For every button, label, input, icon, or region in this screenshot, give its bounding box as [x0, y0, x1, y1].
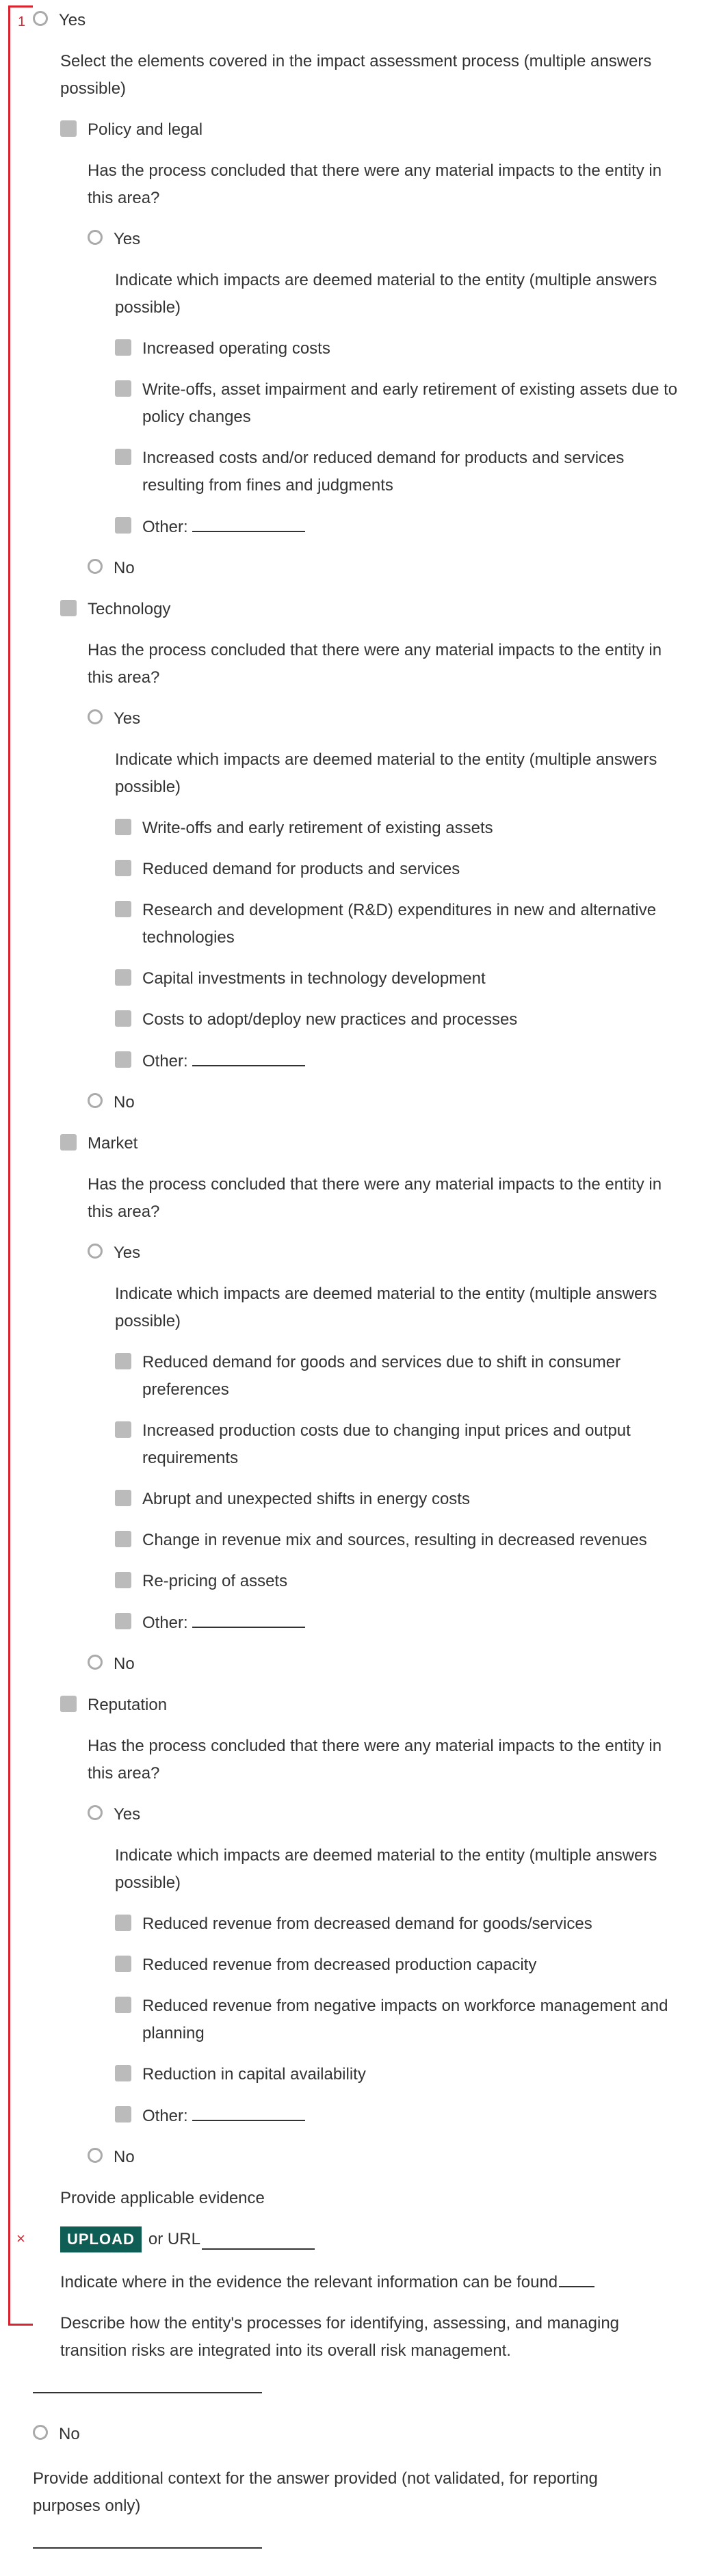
reputation-item-checkbox[interactable]	[115, 1997, 131, 2013]
reputation-item-option[interactable]	[115, 2061, 690, 2088]
technology-item-checkbox[interactable]	[115, 860, 131, 876]
policy-item-option[interactable]	[115, 376, 690, 431]
error-mark: ×	[16, 2230, 25, 2247]
reputation-item-checkbox[interactable]	[115, 1956, 131, 1972]
evidence-label: Provide applicable evidence	[60, 2189, 265, 2207]
market-yes-option[interactable]	[88, 1239, 690, 1267]
reputation-no-label: No	[114, 2148, 135, 2166]
market-label: Market	[88, 1134, 138, 1153]
technology-other-option[interactable]	[115, 1047, 690, 1075]
technology-checkbox[interactable]	[60, 600, 77, 616]
reputation-no-option[interactable]	[88, 2144, 690, 2171]
market-material-question: Has the process concluded that there were any material impacts to the entity in this area?	[88, 1175, 662, 1221]
url-input[interactable]	[202, 2229, 315, 2250]
policy-legal-checkbox[interactable]	[60, 120, 77, 137]
market-other-label: Other:	[142, 1614, 188, 1632]
technology-yes-label: Yes	[114, 709, 141, 728]
market-other-checkbox[interactable]	[115, 1613, 131, 1629]
question-bracket	[8, 5, 33, 2326]
technology-item-checkbox[interactable]	[115, 901, 131, 917]
market-item-label: Change in revenue mix and sources, resulting in decreased revenues	[142, 1531, 647, 1549]
reputation-item-label: Reduction in capital availability	[142, 2065, 366, 2084]
reputation-yes-radio[interactable]	[88, 1805, 103, 1820]
market-other-option[interactable]	[115, 1609, 690, 1637]
policy-legal-label: Policy and legal	[88, 120, 203, 139]
technology-item-label: Write-offs and early retirement of existing assets	[142, 819, 493, 837]
market-indicate-prompt: Indicate which impacts are deemed material to the entity (multiple answers possible)	[115, 1285, 657, 1330]
policy-no-radio[interactable]	[88, 559, 103, 574]
policy-item-checkbox[interactable]	[115, 380, 131, 397]
market-no-option[interactable]	[88, 1651, 690, 1678]
reputation-other-label: Other:	[142, 2107, 188, 2125]
market-item-label: Reduced demand for goods and services due to shift in consumer preferences	[142, 1353, 621, 1399]
no-radio[interactable]	[33, 2425, 48, 2440]
policy-other-option[interactable]	[115, 513, 690, 541]
market-item-checkbox[interactable]	[115, 1353, 131, 1369]
technology-item-label: Costs to adopt/deploy new practices and processes	[142, 1010, 518, 1029]
technology-item-option[interactable]	[115, 965, 690, 993]
or-url-label: or URL	[148, 2230, 200, 2248]
no-label: No	[59, 2425, 80, 2443]
question-content	[33, 7, 690, 2462]
reputation-item-checkbox[interactable]	[115, 1915, 131, 1931]
market-item-checkbox[interactable]	[115, 1572, 131, 1588]
reputation-item-label: Reduced revenue from negative impacts on workforce management and planning	[142, 1997, 668, 2042]
market-item-option[interactable]	[115, 1527, 690, 1554]
technology-item-label: Reduced demand for products and services	[142, 860, 460, 878]
policy-item-label: Increased costs and/or reduced demand for products and services resulting from fines and judgments	[142, 449, 625, 495]
market-item-label: Re-pricing of assets	[142, 1572, 288, 1590]
market-other-input[interactable]	[192, 1609, 305, 1628]
technology-no-option[interactable]	[88, 1089, 690, 1116]
technology-item-option[interactable]	[115, 856, 690, 883]
impact-assessment-prompt: Select the elements covered in the impact assessment process (multiple answers possible)	[60, 52, 652, 98]
policy-other-input[interactable]	[192, 513, 305, 532]
context-section	[33, 2465, 649, 2562]
market-no-radio[interactable]	[88, 1655, 103, 1670]
technology-item-label: Capital investments in technology development	[142, 969, 486, 988]
evidence-location-prompt: Indicate where in the evidence the relevant information can be found	[60, 2273, 558, 2291]
technology-item-label: Research and development (R&D) expenditures in new and alternative technologies	[142, 901, 657, 947]
policy-item-checkbox[interactable]	[115, 449, 131, 465]
policy-material-question: Has the process concluded that there were any material impacts to the entity in this area?	[88, 161, 662, 207]
integration-prompt: Describe how the entity's processes for identifying, assessing, and managing transition risks are integrated into its overall risk management.	[60, 2314, 620, 2360]
evidence-location-input[interactable]	[559, 2267, 594, 2287]
reputation-item-option[interactable]	[115, 1993, 690, 2047]
technology-no-label: No	[114, 1093, 135, 1112]
policy-yes-label: Yes	[114, 230, 141, 248]
context-answer-input[interactable]	[33, 2547, 262, 2549]
technology-other-label: Other:	[142, 1052, 188, 1070]
technology-other-input[interactable]	[192, 1047, 305, 1066]
market-yes-radio[interactable]	[88, 1244, 103, 1259]
technology-item-checkbox[interactable]	[115, 1010, 131, 1027]
reputation-indicate-prompt: Indicate which impacts are deemed material to the entity (multiple answers possible)	[115, 1846, 657, 1892]
reputation-yes-label: Yes	[114, 1805, 141, 1824]
yes-label: Yes	[59, 11, 86, 29]
policy-item-label: Write-offs, asset impairment and early retirement of existing assets due to policy changes	[142, 380, 678, 426]
market-item-checkbox[interactable]	[115, 1421, 131, 1438]
question-number: 1	[18, 14, 26, 29]
policy-item-label: Increased operating costs	[142, 339, 330, 358]
market-item-label: Increased production costs due to changing input prices and output requirements	[142, 1421, 631, 1467]
market-item-option[interactable]	[115, 1417, 690, 1472]
policy-item-checkbox[interactable]	[115, 339, 131, 356]
technology-item-option[interactable]	[115, 897, 690, 951]
reputation-other-input[interactable]	[192, 2102, 305, 2121]
technology-item-checkbox[interactable]	[115, 969, 131, 986]
policy-item-option[interactable]	[115, 335, 690, 363]
technology-yes-option[interactable]	[88, 705, 690, 733]
reputation-material-question: Has the process concluded that there were any material impacts to the entity in this area?	[88, 1737, 662, 1783]
technology-item-option[interactable]	[115, 1006, 690, 1034]
reputation-checkbox[interactable]	[60, 1696, 77, 1712]
policy-no-label: No	[114, 559, 135, 577]
technology-label: Technology	[88, 600, 171, 618]
policy-indicate-prompt: Indicate which impacts are deemed material to the entity (multiple answers possible)	[115, 271, 657, 317]
yes-radio[interactable]	[33, 11, 48, 26]
no-option[interactable]	[33, 2421, 690, 2448]
market-item-checkbox[interactable]	[115, 1531, 131, 1547]
market-checkbox[interactable]	[60, 1134, 77, 1151]
market-option[interactable]	[60, 1130, 690, 1157]
reputation-option[interactable]	[60, 1692, 690, 1719]
market-item-label: Abrupt and unexpected shifts in energy costs	[142, 1490, 470, 1508]
reputation-no-radio[interactable]	[88, 2148, 103, 2163]
policy-no-option[interactable]	[88, 555, 690, 582]
policy-legal-option[interactable]	[60, 116, 690, 144]
reputation-item-checkbox[interactable]	[115, 2065, 131, 2081]
policy-yes-option[interactable]	[88, 226, 690, 253]
reputation-other-option[interactable]	[115, 2102, 690, 2130]
context-prompt: Provide additional context for the answer provided (not validated, for reporting purposes only)	[33, 2469, 598, 2515]
market-yes-label: Yes	[114, 1244, 141, 1262]
integration-answer-input[interactable]	[33, 2392, 262, 2393]
technology-item-checkbox[interactable]	[115, 819, 131, 835]
policy-other-label: Other:	[142, 518, 188, 536]
policy-other-checkbox[interactable]	[115, 517, 131, 534]
market-item-option[interactable]	[115, 1568, 690, 1595]
policy-item-option[interactable]	[115, 445, 690, 499]
reputation-item-label: Reduced revenue from decreased demand for goods/services	[142, 1915, 592, 1933]
technology-yes-radio[interactable]	[88, 709, 103, 724]
technology-option[interactable]	[60, 596, 690, 623]
technology-indicate-prompt: Indicate which impacts are deemed material to the entity (multiple answers possible)	[115, 750, 657, 796]
upload-button[interactable]: UPLOAD	[60, 2226, 142, 2252]
policy-yes-radio[interactable]	[88, 230, 103, 245]
market-item-option[interactable]	[115, 1486, 690, 1513]
market-item-checkbox[interactable]	[115, 1490, 131, 1506]
evidence-location-row	[60, 2267, 690, 2296]
reputation-item-option[interactable]	[115, 1951, 690, 1979]
reputation-other-checkbox[interactable]	[115, 2106, 131, 2122]
market-item-option[interactable]	[115, 1349, 690, 1404]
evidence-upload-row	[60, 2226, 690, 2253]
reputation-item-label: Reduced revenue from decreased production capacity	[142, 1956, 537, 1974]
market-no-label: No	[114, 1655, 135, 1673]
reputation-item-option[interactable]	[115, 1910, 690, 1938]
yes-option[interactable]	[33, 7, 690, 34]
reputation-label: Reputation	[88, 1696, 168, 1714]
reputation-yes-option[interactable]	[88, 1801, 690, 1828]
technology-material-question: Has the process concluded that there were any material impacts to the entity in this area?	[88, 641, 662, 687]
technology-item-option[interactable]	[115, 815, 690, 842]
technology-no-radio[interactable]	[88, 1093, 103, 1108]
technology-other-checkbox[interactable]	[115, 1051, 131, 1068]
